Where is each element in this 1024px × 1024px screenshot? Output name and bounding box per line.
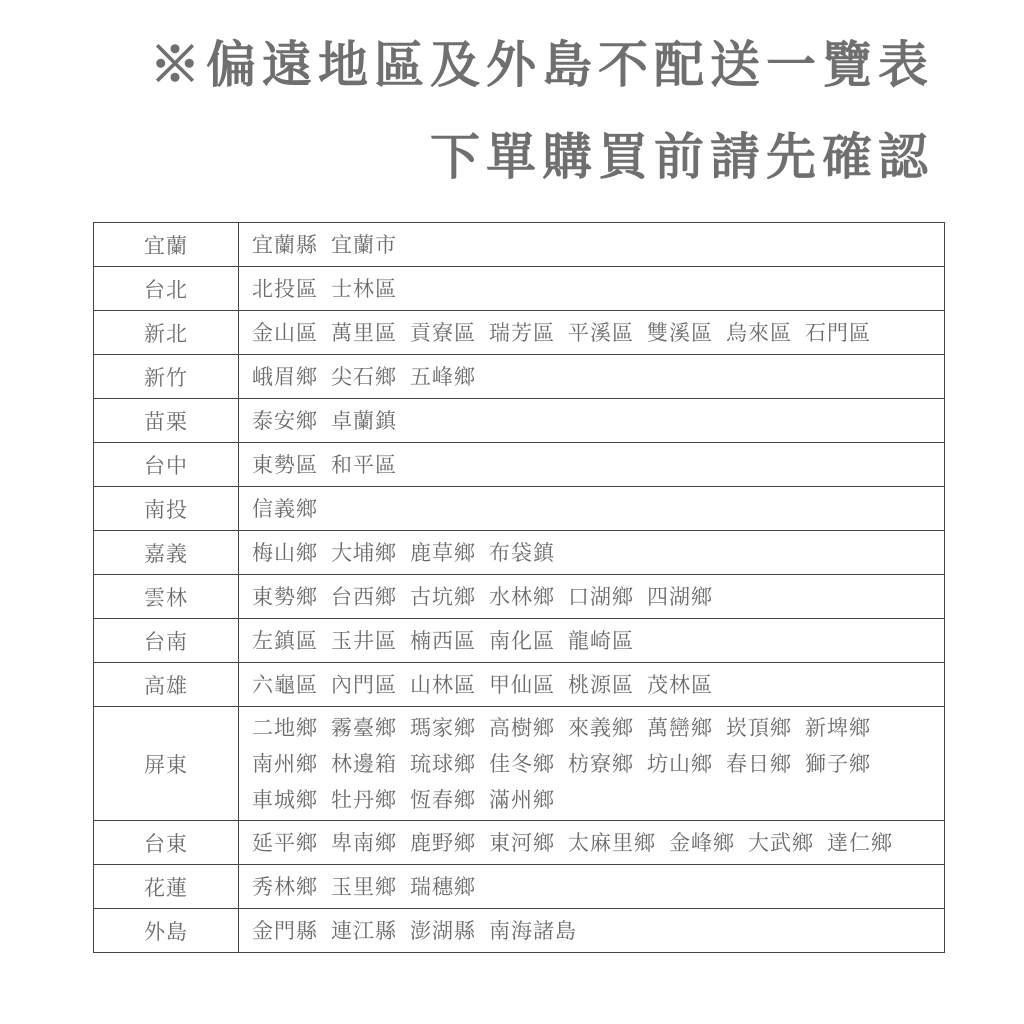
area-item: 滿州鄉	[489, 787, 555, 812]
area-line	[252, 359, 944, 395]
area-item: 五峰鄉	[410, 364, 476, 389]
area-item: 平溪區	[568, 320, 634, 345]
area-item: 林邊箱	[331, 751, 397, 776]
table-row	[94, 865, 945, 909]
area-list-cell	[239, 619, 945, 663]
area-item: 布袋鎮	[489, 540, 555, 565]
table-row	[94, 707, 945, 821]
area-line	[252, 869, 944, 905]
area-list-cell	[239, 821, 945, 865]
area-item: 佳冬鄉	[489, 751, 555, 776]
region-name-cell: 花蓮	[94, 865, 239, 909]
region-name-cell: 高雄	[94, 663, 239, 707]
area-line	[252, 535, 944, 571]
region-name-cell: 台北	[94, 267, 239, 311]
area-item: 萬巒鄉	[647, 715, 713, 740]
region-name-cell: 苗栗	[94, 399, 239, 443]
area-line	[252, 271, 944, 307]
region-name-cell: 南投	[94, 487, 239, 531]
area-item: 霧臺鄉	[331, 715, 397, 740]
region-name-cell: 雲林	[94, 575, 239, 619]
area-item: 士林區	[331, 276, 397, 301]
region-name-cell: 台中	[94, 443, 239, 487]
area-item: 琉球鄉	[410, 751, 476, 776]
area-item: 金峰鄉	[669, 830, 735, 855]
table-row	[94, 399, 945, 443]
area-item: 口湖鄉	[568, 584, 634, 609]
area-item: 瑞穗鄉	[410, 874, 476, 899]
area-line	[252, 782, 944, 818]
area-item: 崁頂鄉	[726, 715, 792, 740]
page-subtitle: 下單購買前請先確認	[430, 127, 934, 186]
area-list-cell	[239, 311, 945, 355]
area-item: 澎湖縣	[410, 918, 476, 943]
area-line	[252, 667, 944, 703]
area-item: 車城鄉	[252, 787, 318, 812]
area-item: 水林鄉	[489, 584, 555, 609]
area-item: 東勢區	[252, 452, 318, 477]
table-row	[94, 267, 945, 311]
area-item: 和平區	[331, 452, 397, 477]
area-item: 枋寮鄉	[568, 751, 634, 776]
area-item: 南海諸島	[489, 918, 577, 943]
area-item: 峨眉鄉	[252, 364, 318, 389]
area-list-cell	[239, 399, 945, 443]
area-item: 宜蘭市	[331, 232, 397, 257]
area-line	[252, 447, 944, 483]
area-item: 玉里鄉	[331, 874, 397, 899]
table-row	[94, 909, 945, 953]
area-item: 玉井區	[331, 628, 397, 653]
region-name-cell: 宜蘭	[94, 223, 239, 267]
area-item: 延平鄉	[252, 830, 318, 855]
area-list-cell	[239, 443, 945, 487]
area-item: 坊山鄉	[647, 751, 713, 776]
area-item: 萬里區	[331, 320, 397, 345]
area-line	[252, 491, 944, 527]
area-list-cell	[239, 223, 945, 267]
area-list-cell	[239, 909, 945, 953]
page-title: ※偏遠地區及外島不配送一覽表	[150, 35, 934, 94]
area-item: 高樹鄉	[489, 715, 555, 740]
area-item: 秀林鄉	[252, 874, 318, 899]
area-item: 貢寮區	[410, 320, 476, 345]
area-list-cell	[239, 575, 945, 619]
area-item: 尖石鄉	[331, 364, 397, 389]
area-list-cell	[239, 487, 945, 531]
area-item: 金山區	[252, 320, 318, 345]
area-item: 北投區	[252, 276, 318, 301]
region-name-cell: 嘉義	[94, 531, 239, 575]
area-item: 左鎮區	[252, 628, 318, 653]
area-list-cell	[239, 865, 945, 909]
area-item: 茂林區	[647, 672, 713, 697]
region-name-cell: 台東	[94, 821, 239, 865]
region-name-cell: 外島	[94, 909, 239, 953]
area-item: 梅山鄉	[252, 540, 318, 565]
area-list-cell	[239, 267, 945, 311]
area-item: 宜蘭縣	[252, 232, 318, 257]
area-item: 楠西區	[410, 628, 476, 653]
area-item: 大埔鄉	[331, 540, 397, 565]
area-item: 台西鄉	[331, 584, 397, 609]
area-item: 恆春鄉	[410, 787, 476, 812]
area-list-cell	[239, 531, 945, 575]
region-name-cell: 台南	[94, 619, 239, 663]
area-item: 甲仙區	[489, 672, 555, 697]
area-item: 內門區	[331, 672, 397, 697]
area-item: 卑南鄉	[331, 830, 397, 855]
area-item: 烏來區	[726, 320, 792, 345]
area-item: 石門區	[805, 320, 871, 345]
table-row	[94, 821, 945, 865]
region-table-body	[94, 223, 945, 953]
area-item: 來義鄉	[568, 715, 634, 740]
area-item: 新埤鄉	[805, 715, 871, 740]
area-item: 金門縣	[252, 918, 318, 943]
area-list-cell	[239, 355, 945, 399]
region-name-cell: 屏東	[94, 707, 239, 821]
area-item: 連江縣	[331, 918, 397, 943]
table-row	[94, 619, 945, 663]
area-item: 太麻里鄉	[568, 830, 656, 855]
area-line	[252, 623, 944, 659]
area-item: 南化區	[489, 628, 555, 653]
area-line	[252, 227, 944, 263]
table-row	[94, 663, 945, 707]
area-item: 山林區	[410, 672, 476, 697]
area-item: 鹿野鄉	[410, 830, 476, 855]
area-item: 南州鄉	[252, 751, 318, 776]
area-line	[252, 403, 944, 439]
table-row	[94, 223, 945, 267]
area-item: 龍崎區	[568, 628, 634, 653]
area-item: 四湖鄉	[647, 584, 713, 609]
area-item: 二地鄉	[252, 715, 318, 740]
area-item: 鹿草鄉	[410, 540, 476, 565]
area-item: 東河鄉	[489, 830, 555, 855]
area-item: 大武鄉	[748, 830, 814, 855]
area-item: 六龜區	[252, 672, 318, 697]
area-item: 達仁鄉	[827, 830, 893, 855]
area-item: 信義鄉	[252, 496, 318, 521]
table-row	[94, 531, 945, 575]
area-line	[252, 746, 944, 782]
area-line	[252, 913, 944, 949]
region-name-cell: 新竹	[94, 355, 239, 399]
area-item: 泰安鄉	[252, 408, 318, 433]
area-line	[252, 710, 944, 746]
table-row	[94, 575, 945, 619]
area-item: 春日鄉	[726, 751, 792, 776]
area-list-cell	[239, 707, 945, 821]
area-item: 古坑鄉	[410, 584, 476, 609]
area-line	[252, 825, 944, 861]
area-item: 東勢鄉	[252, 584, 318, 609]
area-line	[252, 579, 944, 615]
area-item: 牡丹鄉	[331, 787, 397, 812]
table-row	[94, 311, 945, 355]
area-item: 桃源區	[568, 672, 634, 697]
area-line	[252, 315, 944, 351]
area-list-cell	[239, 663, 945, 707]
area-item: 卓蘭鎮	[331, 408, 397, 433]
area-item: 瑞芳區	[489, 320, 555, 345]
region-table	[93, 222, 945, 953]
table-row	[94, 355, 945, 399]
table-row	[94, 487, 945, 531]
area-item: 獅子鄉	[805, 751, 871, 776]
region-name-cell: 新北	[94, 311, 239, 355]
area-item: 雙溪區	[647, 320, 713, 345]
area-item: 瑪家鄉	[410, 715, 476, 740]
table-row	[94, 443, 945, 487]
